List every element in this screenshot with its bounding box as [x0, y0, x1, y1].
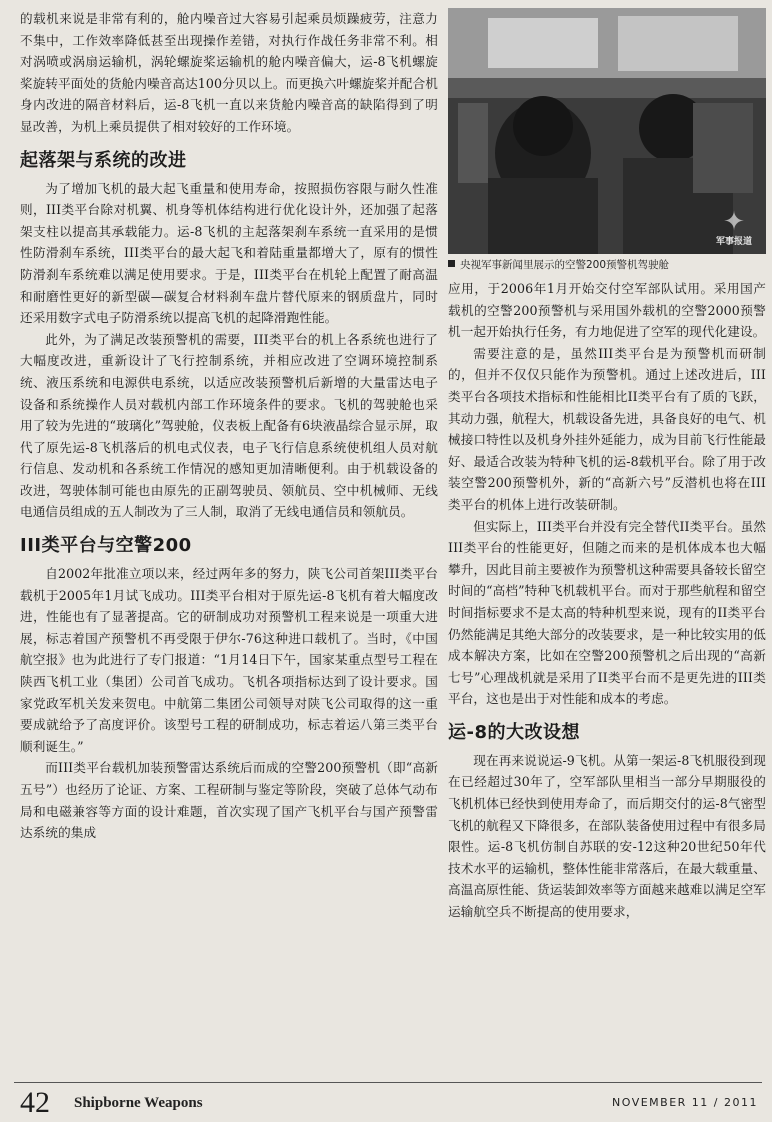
watermark-text: 军事报道	[715, 237, 752, 247]
cockpit-photo	[448, 8, 766, 254]
section-title-platform-kj200: III类平台与空警200	[20, 535, 192, 557]
paragraph: 为了增加飞机的最大起飞重量和使用寿命，按照损伤容限与耐久性准则，III类平台除对机翼、机身等机体结构进行优化设计外，还加强了起落架支柱以提高其承载能力。运-8飞机的主起落架刹车系统一直采用的是惯性防滑刹车系统，III类平台的最大起飞和着陆重量都增大了，原有的惯性防滑刹车系统难以满足使用要求。于是，III类平台在机轮上配置了耐高温和耐磨性更好的新型碳—碳复合材料刹车盘片替代原来的钢质盘片，同时还采用数字式电子防滑系统以提高飞机的起降滑跑性能。	[20, 180, 438, 326]
caption-bullet-icon	[448, 260, 455, 267]
continued-paragraph: 应用，于2006年1月开始交付空军部队试用。采用国产载机的空警200预警机与采用国外载机的空警2000预警机一起开始执行任务，有力地促进了空军的现代化建设。	[448, 281, 766, 340]
intro-paragraph: 的载机来说是非常有利的，舱内噪音过大容易引起乘员烦躁疲劳，注意力不集中，工作效率降低甚至出现操作差错，对执行作战任务非常不利。相对涡喷或涡扇运输机，涡轮螺旋桨运输机的舱内噪音偏大，运-8飞机螺旋桨旋转平面处的货舱内噪音高达100分贝以上。而更换六叶螺旋桨并配合机身内改进的隔音材料后，运-8飞机一直以来货舱内噪音高的缺陷得到了明显改善，为机上乘员提供了相对较好的工作环境。	[20, 11, 438, 134]
watermark-glyph: ✦	[723, 207, 745, 237]
magazine-name: Shipborne Weapons	[74, 1095, 203, 1111]
photo-caption	[448, 256, 766, 274]
paragraph: 此外，为了满足改装预警机的需要，III类平台的机上各系统也进行了大幅度改进，重新设计了飞行控制系统，并相应改进了空调环境控制系统、液压系统和电源供电系统，以适应改装预警机后新增的大量雷达电子设备和系统操作人员对载机内部工作环境条件的要求。飞机的驾驶舱也采用了较为先进的“玻璃化”驾驶舱，仪表板上配备有6块液晶综合显示屏，取代了原先运-8飞机落后的机电式仪表，电子飞行信息系统使机组人员对航行信息、发动机和各系统工作情况的感知更加清晰便利。由于机载设备的改进，驾驶体制可能也由原先的正副驾驶员、领航员、空中机械师、无线电通信员组成的五人制改为了三人制，取消了无线电通信员和领航员。	[20, 331, 438, 520]
page-number: 42	[20, 1086, 50, 1119]
paragraph: 现在再来说说运-9飞机。从第一架运-8飞机服役到现在已经超过30年了，空军部队里相当一部分早期服役的飞机机体已经快到使用寿命了，而后期交付的运-8气密型飞机的航程又下降很多，在部队装备使用过程中有很多局限性。运-8飞机仿制自苏联的安-12这种20世纪50年代技术水平的运输机，整体性能非常落后，在最大载重量、高温高原性能、货运装卸效率等方面越来越难以满足空军运输航空兵不断提高的使用要求，	[448, 752, 766, 920]
paragraph: 自2002年批准立项以来，经过两年多的努力，陕飞公司首架III类平台载机于2005年1月试飞成功。III类平台相对于原先运-8飞机有着大幅度改进，性能也有了显著提高。它的研制成功对预警机工程来说是一项重大进展，标志着国产预警机不再受限于伊尔-76这种进口载机了。当时，《中国航空报》也为此进行了专门报道：“1月14日下午，国家某重点型号工程在陕西飞机工业（集团）公司首飞成功。飞机各项指标达到了设计要求。国家党政军机关发来贺电。中航第二集团公司领导对陕飞公司取得的这一重要成就给予了高度评价。该型号工程的研制成功，标志着运八第三类平台顺利诞生。”	[20, 566, 438, 754]
tv-watermark	[716, 208, 752, 248]
section-title-y8-redesign: 运-8的大改设想	[448, 721, 580, 743]
paragraph: 但实际上，III类平台并没有完全替代II类平台。虽然III类平台的性能更好，但随之而来的是机体成本也大幅攀升，因此目前主要被作为预警机这种需要具备较长留空时间的“高档”特种飞机载机平台。而对于那些航程和留空时间指标要求不是太高的特种机型来说，现有的II类平台仍然能满足其绝大部分的改装要求，是一种比较实用的低成本解决方案，比如在空警200预警机之后出现的“高新七号”心理战机就是采用了II类平台而不是更先进的III类平台，这也是出于对性能和成本的考虑。	[448, 518, 766, 707]
paragraph: 而III类平台载机加装预警雷达系统后而成的空警200预警机（即“高新五号”）也经历了论证、方案、工程研制与鉴定等阶段，突破了总体气动布局和电磁兼容等方面的设计难题，首次实现了国产飞机平台与国产预警雷达系统的集成	[20, 760, 438, 841]
right-column	[448, 8, 766, 923]
footer-divider	[14, 1082, 762, 1083]
issue-date: NOVEMBER 11 / 2011	[612, 1096, 758, 1109]
section-title-landing-gear: 起落架与系统的改进	[20, 149, 187, 171]
paragraph: 需要注意的是，虽然III类平台是为预警机而研制的，但并不仅仅只能作为预警机。通过上述改进后，III类平台各项技术指标和性能相比II类平台有了质的飞跃，其动力强，航程大，机载设备先进，具备良好的电气、机械接口特性以及机身外挂外延能力，成为目前飞行性能最好、最适合改装为特种飞机的运-8载机平台。除了用于改装空警200预警机外，新的“高新六号”反潜机也将在III类平台的机体上进行改装研制。	[448, 345, 766, 512]
left-column	[20, 8, 438, 844]
photo-caption-text: 央视军事新闻里展示的空警200预警机驾驶舱	[460, 259, 670, 271]
